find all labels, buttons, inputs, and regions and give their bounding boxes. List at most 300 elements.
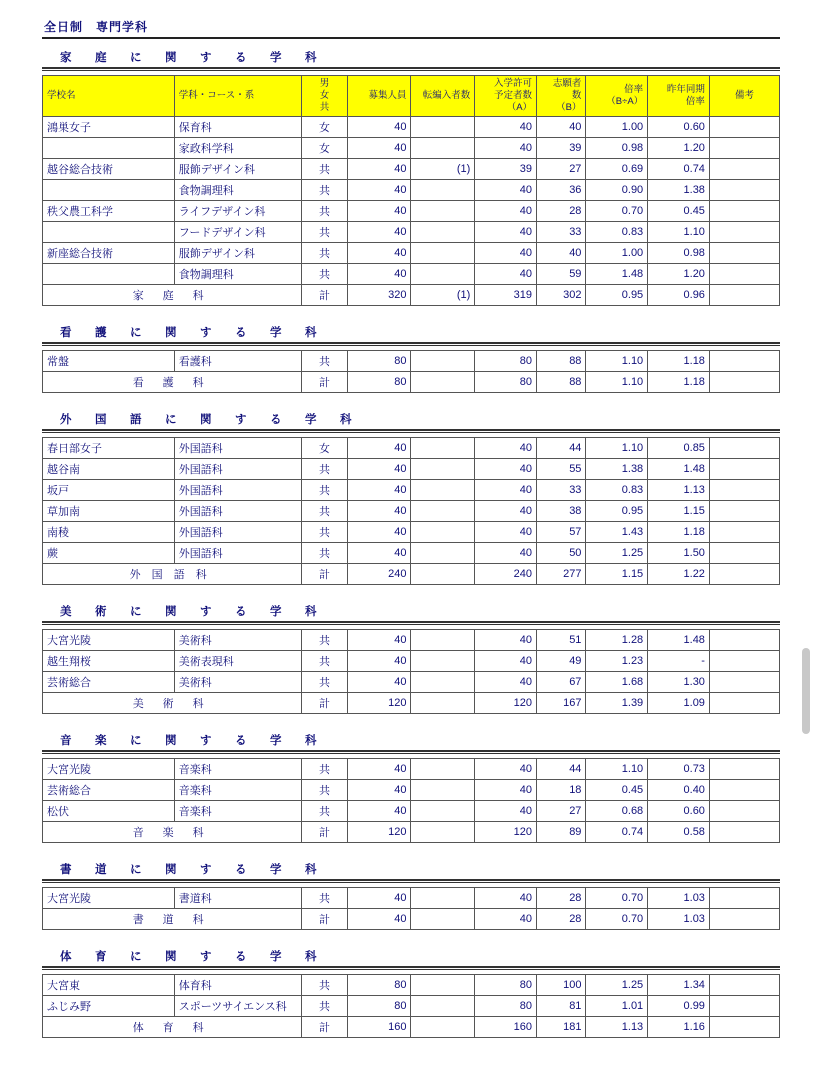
cell-gender: 共 xyxy=(302,242,347,263)
cell-school xyxy=(43,263,175,284)
cell-total-note xyxy=(709,908,779,929)
cell-prev-rate: 1.20 xyxy=(648,137,710,158)
cell-admit: 40 xyxy=(475,800,537,821)
cell-course: 服飾デザイン科 xyxy=(174,242,302,263)
cell-admit: 80 xyxy=(475,350,537,371)
cell-note xyxy=(709,542,779,563)
cell-capacity: 40 xyxy=(347,479,411,500)
cell-admit: 40 xyxy=(475,779,537,800)
cell-rate: 0.45 xyxy=(586,779,648,800)
data-table xyxy=(42,75,780,306)
cell-rate: 1.38 xyxy=(586,458,648,479)
cell-admit: 40 xyxy=(475,458,537,479)
cell-school xyxy=(43,179,175,200)
table-row xyxy=(43,671,780,692)
cell-capacity: 80 xyxy=(347,974,411,995)
cell-prev-rate: 1.13 xyxy=(648,479,710,500)
cell-prev-rate: 1.30 xyxy=(648,671,710,692)
table-row xyxy=(43,200,780,221)
cell-note xyxy=(709,671,779,692)
cell-course: 食物調理科 xyxy=(174,179,302,200)
cell-gender: 共 xyxy=(302,263,347,284)
cell-total-rate: 0.74 xyxy=(586,821,648,842)
title-divider xyxy=(42,37,780,39)
cell-prev-rate: 0.45 xyxy=(648,200,710,221)
cell-note xyxy=(709,116,779,137)
cell-capacity: 80 xyxy=(347,995,411,1016)
section xyxy=(42,603,780,714)
cell-prev-rate: 0.98 xyxy=(648,242,710,263)
cell-note xyxy=(709,179,779,200)
cell-note xyxy=(709,242,779,263)
cell-admit: 40 xyxy=(475,650,537,671)
cell-transfer xyxy=(411,263,475,284)
cell-applicants: 36 xyxy=(537,179,586,200)
table-header-row xyxy=(43,76,780,117)
cell-prev-rate: 0.60 xyxy=(648,116,710,137)
cell-total-admit: 319 xyxy=(475,284,537,305)
col-header-rate: 倍率 （B÷A） xyxy=(586,76,648,117)
cell-total-applicants: 302 xyxy=(537,284,586,305)
cell-gender: 共 xyxy=(302,479,347,500)
cell-course: 外国語科 xyxy=(174,437,302,458)
cell-note xyxy=(709,974,779,995)
cell-note xyxy=(709,200,779,221)
cell-gender: 共 xyxy=(302,458,347,479)
cell-rate: 1.23 xyxy=(586,650,648,671)
cell-rate: 1.01 xyxy=(586,995,648,1016)
cell-total-rate: 1.13 xyxy=(586,1016,648,1037)
col-header-admit: 入学許可 予定者数 （A） xyxy=(475,76,537,117)
cell-rate: 0.70 xyxy=(586,887,648,908)
cell-prev-rate: 1.48 xyxy=(648,458,710,479)
section xyxy=(42,948,780,1038)
cell-total-rate: 0.70 xyxy=(586,908,648,929)
cell-total-prev-rate: 1.22 xyxy=(648,563,710,584)
cell-rate: 0.90 xyxy=(586,179,648,200)
section xyxy=(42,49,780,306)
cell-total-capacity: 120 xyxy=(347,821,411,842)
cell-applicants: 67 xyxy=(537,671,586,692)
cell-prev-rate: 1.50 xyxy=(648,542,710,563)
cell-capacity: 40 xyxy=(347,887,411,908)
cell-total-prev-rate: 1.09 xyxy=(648,692,710,713)
cell-prev-rate: 0.99 xyxy=(648,995,710,1016)
cell-school xyxy=(43,221,175,242)
cell-transfer xyxy=(411,437,475,458)
cell-school: 坂戸 xyxy=(43,479,175,500)
section xyxy=(42,861,780,930)
cell-applicants: 88 xyxy=(537,350,586,371)
cell-prev-rate: 1.10 xyxy=(648,221,710,242)
cell-gender: 共 xyxy=(302,221,347,242)
cell-course: 外国語科 xyxy=(174,500,302,521)
cell-applicants: 81 xyxy=(537,995,586,1016)
cell-admit: 40 xyxy=(475,179,537,200)
cell-gender: 女 xyxy=(302,116,347,137)
cell-total-prev-rate: 0.96 xyxy=(648,284,710,305)
section-divider xyxy=(42,342,780,346)
cell-admit: 40 xyxy=(475,242,537,263)
cell-total-rate: 1.10 xyxy=(586,371,648,392)
cell-admit: 80 xyxy=(475,974,537,995)
table-row xyxy=(43,242,780,263)
cell-total-prev-rate: 1.16 xyxy=(648,1016,710,1037)
cell-course: 外国語科 xyxy=(174,521,302,542)
cell-applicants: 28 xyxy=(537,887,586,908)
cell-note xyxy=(709,521,779,542)
cell-admit: 80 xyxy=(475,995,537,1016)
cell-gender: 共 xyxy=(302,974,347,995)
cell-total-label: 家 庭 科 xyxy=(43,284,302,305)
cell-admit: 40 xyxy=(475,671,537,692)
table-total-row xyxy=(43,1016,780,1037)
data-table xyxy=(42,350,780,393)
cell-note xyxy=(709,995,779,1016)
cell-capacity: 40 xyxy=(347,650,411,671)
cell-note xyxy=(709,629,779,650)
cell-total-gender: 計 xyxy=(302,821,347,842)
cell-applicants: 27 xyxy=(537,158,586,179)
table-row xyxy=(43,995,780,1016)
cell-applicants: 44 xyxy=(537,437,586,458)
cell-rate: 0.98 xyxy=(586,137,648,158)
table-row xyxy=(43,629,780,650)
cell-total-gender: 計 xyxy=(302,563,347,584)
cell-capacity: 40 xyxy=(347,158,411,179)
cell-rate: 1.43 xyxy=(586,521,648,542)
cell-total-gender: 計 xyxy=(302,1016,347,1037)
cell-admit: 40 xyxy=(475,758,537,779)
cell-applicants: 49 xyxy=(537,650,586,671)
cell-gender: 女 xyxy=(302,437,347,458)
cell-rate: 1.25 xyxy=(586,974,648,995)
cell-capacity: 40 xyxy=(347,137,411,158)
col-header-gender: 男 女 共 xyxy=(302,76,347,117)
cell-total-transfer xyxy=(411,821,475,842)
section-heading: 体 育 に 関 す る 学 科 xyxy=(60,950,323,963)
cell-note xyxy=(709,158,779,179)
cell-admit: 40 xyxy=(475,521,537,542)
table-total-row xyxy=(43,692,780,713)
cell-course: 外国語科 xyxy=(174,479,302,500)
cell-school: 南稜 xyxy=(43,521,175,542)
cell-capacity: 40 xyxy=(347,242,411,263)
cell-note xyxy=(709,350,779,371)
cell-total-note xyxy=(709,371,779,392)
cell-total-transfer xyxy=(411,371,475,392)
table-row xyxy=(43,263,780,284)
cell-admit: 40 xyxy=(475,500,537,521)
table-row xyxy=(43,158,780,179)
cell-prev-rate: - xyxy=(648,650,710,671)
cell-applicants: 40 xyxy=(537,116,586,137)
cell-course: スポーツサイエンス科 xyxy=(174,995,302,1016)
cell-note xyxy=(709,887,779,908)
cell-note xyxy=(709,263,779,284)
cell-prev-rate: 0.85 xyxy=(648,437,710,458)
cell-capacity: 40 xyxy=(347,800,411,821)
section-heading: 書 道 に 関 す る 学 科 xyxy=(60,863,323,876)
cell-transfer xyxy=(411,116,475,137)
section-heading: 家 庭 に 関 す る 学 科 xyxy=(60,52,323,64)
cell-total-capacity: 320 xyxy=(347,284,411,305)
table-total-row xyxy=(43,563,780,584)
section-divider xyxy=(42,966,780,970)
cell-admit: 40 xyxy=(475,137,537,158)
cell-total-gender: 計 xyxy=(302,284,347,305)
col-header-school: 学校名 xyxy=(43,76,175,117)
cell-total-applicants: 28 xyxy=(537,908,586,929)
cell-school: 春日部女子 xyxy=(43,437,175,458)
cell-note xyxy=(709,458,779,479)
cell-prev-rate: 1.34 xyxy=(648,974,710,995)
data-table xyxy=(42,974,780,1038)
cell-admit: 40 xyxy=(475,479,537,500)
cell-rate: 0.69 xyxy=(586,158,648,179)
table-total-row xyxy=(43,821,780,842)
cell-course: 美術科 xyxy=(174,629,302,650)
cell-note xyxy=(709,800,779,821)
cell-course: 服飾デザイン科 xyxy=(174,158,302,179)
cell-transfer xyxy=(411,458,475,479)
cell-school: 越生翔桜 xyxy=(43,650,175,671)
cell-capacity: 40 xyxy=(347,500,411,521)
cell-total-rate: 0.95 xyxy=(586,284,648,305)
cell-gender: 共 xyxy=(302,887,347,908)
cell-capacity: 40 xyxy=(347,116,411,137)
cell-prev-rate: 1.20 xyxy=(648,263,710,284)
section-divider xyxy=(42,621,780,625)
cell-course: 音楽科 xyxy=(174,758,302,779)
cell-capacity: 40 xyxy=(347,437,411,458)
cell-total-transfer xyxy=(411,692,475,713)
cell-gender: 共 xyxy=(302,500,347,521)
table-total-row xyxy=(43,908,780,929)
cell-capacity: 40 xyxy=(347,758,411,779)
cell-capacity: 40 xyxy=(347,458,411,479)
cell-transfer xyxy=(411,242,475,263)
table-row xyxy=(43,179,780,200)
cell-transfer xyxy=(411,758,475,779)
cell-course: 家政科学科 xyxy=(174,137,302,158)
cell-rate: 0.68 xyxy=(586,800,648,821)
cell-gender: 共 xyxy=(302,179,347,200)
page-title: 全日制 専門学科 xyxy=(44,20,149,34)
cell-total-label: 外 国 語 科 xyxy=(43,563,302,584)
cell-total-capacity: 160 xyxy=(347,1016,411,1037)
cell-course: ライフデザイン科 xyxy=(174,200,302,221)
table-row xyxy=(43,650,780,671)
cell-rate: 1.48 xyxy=(586,263,648,284)
cell-gender: 共 xyxy=(302,158,347,179)
cell-prev-rate: 1.48 xyxy=(648,629,710,650)
cell-total-note xyxy=(709,821,779,842)
section xyxy=(42,411,780,585)
cell-total-prev-rate: 0.58 xyxy=(648,821,710,842)
data-table xyxy=(42,887,780,930)
cell-total-prev-rate: 1.03 xyxy=(648,908,710,929)
cell-applicants: 18 xyxy=(537,779,586,800)
cell-note xyxy=(709,779,779,800)
col-header-prev-rate: 昨年同期 倍率 xyxy=(648,76,710,117)
cell-applicants: 100 xyxy=(537,974,586,995)
col-header-note: 備考 xyxy=(709,76,779,117)
table-row xyxy=(43,521,780,542)
cell-note xyxy=(709,437,779,458)
cell-school: 秩父農工科学 xyxy=(43,200,175,221)
table-total-row xyxy=(43,371,780,392)
cell-course: 保育科 xyxy=(174,116,302,137)
cell-note xyxy=(709,650,779,671)
cell-school: 芸術総合 xyxy=(43,779,175,800)
cell-prev-rate: 1.18 xyxy=(648,350,710,371)
cell-admit: 40 xyxy=(475,887,537,908)
cell-transfer xyxy=(411,179,475,200)
cell-total-transfer xyxy=(411,563,475,584)
cell-transfer xyxy=(411,779,475,800)
cell-transfer xyxy=(411,521,475,542)
table-row xyxy=(43,437,780,458)
cell-admit: 40 xyxy=(475,437,537,458)
cell-course: 音楽科 xyxy=(174,800,302,821)
cell-prev-rate: 1.15 xyxy=(648,500,710,521)
table-row xyxy=(43,542,780,563)
cell-total-admit: 120 xyxy=(475,692,537,713)
col-header-transfer: 転編入者数 xyxy=(411,76,475,117)
cell-total-note xyxy=(709,692,779,713)
cell-capacity: 40 xyxy=(347,629,411,650)
cell-transfer xyxy=(411,500,475,521)
cell-transfer: (1) xyxy=(411,158,475,179)
cell-gender: 共 xyxy=(302,200,347,221)
cell-school: 蕨 xyxy=(43,542,175,563)
cell-rate: 0.70 xyxy=(586,200,648,221)
cell-transfer xyxy=(411,629,475,650)
cell-rate: 1.28 xyxy=(586,629,648,650)
cell-school: 新座総合技術 xyxy=(43,242,175,263)
cell-admit: 40 xyxy=(475,200,537,221)
cell-applicants: 55 xyxy=(537,458,586,479)
cell-course: 外国語科 xyxy=(174,458,302,479)
table-row xyxy=(43,800,780,821)
data-table xyxy=(42,758,780,843)
cell-school: 芸術総合 xyxy=(43,671,175,692)
cell-applicants: 59 xyxy=(537,263,586,284)
cell-total-gender: 計 xyxy=(302,908,347,929)
cell-school: 常盤 xyxy=(43,350,175,371)
cell-total-capacity: 240 xyxy=(347,563,411,584)
table-row xyxy=(43,350,780,371)
cell-course: フードデザイン科 xyxy=(174,221,302,242)
cell-total-applicants: 277 xyxy=(537,563,586,584)
cell-school: 越谷総合技術 xyxy=(43,158,175,179)
cell-admit: 40 xyxy=(475,221,537,242)
cell-course: 音楽科 xyxy=(174,779,302,800)
cell-note xyxy=(709,500,779,521)
cell-total-capacity: 40 xyxy=(347,908,411,929)
cell-gender: 共 xyxy=(302,650,347,671)
table-row xyxy=(43,758,780,779)
cell-capacity: 80 xyxy=(347,350,411,371)
cell-applicants: 27 xyxy=(537,800,586,821)
cell-total-transfer xyxy=(411,908,475,929)
cell-note xyxy=(709,758,779,779)
cell-rate: 1.10 xyxy=(586,350,648,371)
cell-total-transfer xyxy=(411,1016,475,1037)
cell-school: ふじみ野 xyxy=(43,995,175,1016)
cell-capacity: 40 xyxy=(347,179,411,200)
cell-prev-rate: 1.38 xyxy=(648,179,710,200)
cell-total-applicants: 167 xyxy=(537,692,586,713)
cell-rate: 0.95 xyxy=(586,500,648,521)
col-header-course: 学科・コース・系 xyxy=(174,76,302,117)
cell-transfer xyxy=(411,671,475,692)
cell-course: 食物調理科 xyxy=(174,263,302,284)
col-header-applicants: 志願者 数 （B） xyxy=(537,76,586,117)
cell-rate: 1.10 xyxy=(586,758,648,779)
cell-gender: 共 xyxy=(302,995,347,1016)
cell-rate: 1.68 xyxy=(586,671,648,692)
cell-total-label: 書 道 科 xyxy=(43,908,302,929)
table-row xyxy=(43,974,780,995)
cell-total-capacity: 80 xyxy=(347,371,411,392)
table-row xyxy=(43,221,780,242)
cell-total-label: 体 育 科 xyxy=(43,1016,302,1037)
section-divider xyxy=(42,429,780,433)
cell-total-label: 音 楽 科 xyxy=(43,821,302,842)
section-divider xyxy=(42,750,780,754)
cell-course: 看護科 xyxy=(174,350,302,371)
cell-transfer xyxy=(411,350,475,371)
cell-total-rate: 1.39 xyxy=(586,692,648,713)
cell-rate: 1.00 xyxy=(586,242,648,263)
cell-gender: 共 xyxy=(302,521,347,542)
cell-total-admit: 120 xyxy=(475,821,537,842)
cell-course: 体育科 xyxy=(174,974,302,995)
cell-course: 美術科 xyxy=(174,671,302,692)
cell-applicants: 33 xyxy=(537,479,586,500)
cell-gender: 共 xyxy=(302,800,347,821)
cell-gender: 共 xyxy=(302,671,347,692)
cell-total-applicants: 181 xyxy=(537,1016,586,1037)
section-divider xyxy=(42,879,780,883)
data-table xyxy=(42,437,780,585)
cell-applicants: 33 xyxy=(537,221,586,242)
cell-course: 外国語科 xyxy=(174,542,302,563)
cell-note xyxy=(709,479,779,500)
cell-total-transfer: (1) xyxy=(411,284,475,305)
cell-rate: 0.83 xyxy=(586,479,648,500)
cell-rate: 1.10 xyxy=(586,437,648,458)
table-row xyxy=(43,479,780,500)
cell-total-prev-rate: 1.18 xyxy=(648,371,710,392)
cell-total-admit: 40 xyxy=(475,908,537,929)
table-row xyxy=(43,500,780,521)
cell-admit: 39 xyxy=(475,158,537,179)
section-heading: 音 楽 に 関 す る 学 科 xyxy=(60,734,323,747)
scrollbar-thumb[interactable] xyxy=(802,648,810,734)
cell-prev-rate: 0.73 xyxy=(648,758,710,779)
cell-gender: 共 xyxy=(302,758,347,779)
cell-capacity: 40 xyxy=(347,263,411,284)
cell-school xyxy=(43,137,175,158)
cell-rate: 0.83 xyxy=(586,221,648,242)
table-row xyxy=(43,116,780,137)
section-divider xyxy=(42,67,780,71)
section-heading: 看 護 に 関 す る 学 科 xyxy=(60,326,323,339)
col-header-capacity: 募集人員 xyxy=(347,76,411,117)
